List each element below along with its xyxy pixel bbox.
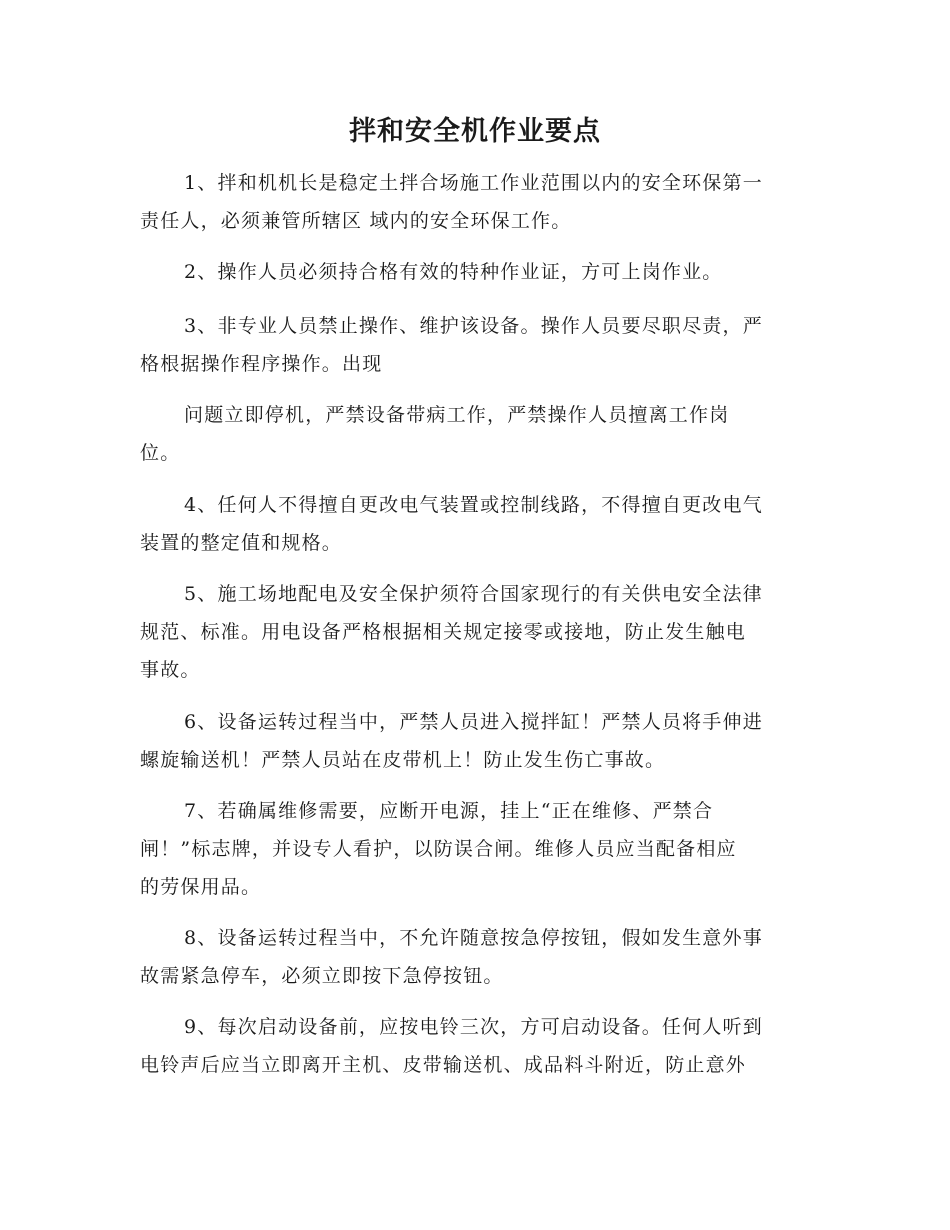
paragraph-1 xyxy=(140,164,820,240)
paragraph-2 xyxy=(140,253,820,291)
paragraph-line: 责任人，必须兼管所辖区 域内的安全环保工作。 xyxy=(140,210,572,232)
paragraph-line: 6、设备运转过程当中，严禁人员进入搅拌缸！严禁人员将手伸进 xyxy=(184,711,763,733)
paragraph-8 xyxy=(140,919,820,995)
paragraph-line: 8、设备运转过程当中，不允许随意按急停按钮，假如发生意外事 xyxy=(184,927,763,949)
paragraph-6 xyxy=(140,703,820,779)
paragraph-9 xyxy=(140,1008,820,1084)
paragraph-line: 1、拌和机机长是稳定土拌合场施工作业范围以内的安全环保第一 xyxy=(184,172,763,194)
paragraph-line: 3、非专业人员禁止操作、维护该设备。操作人员要尽职尽责，严 xyxy=(184,315,763,337)
paragraph-line: 故需紧急停车，必须立即按下急停按钮。 xyxy=(140,965,504,987)
paragraph-line: 7、若确属维修需要，应断开电源，挂上“正在维修、严禁合 xyxy=(184,800,714,822)
paragraph-line: 闸！”标志牌，并设专人看护，以防误合闸。维修人员应当配备相应 xyxy=(140,838,737,860)
paragraph-5 xyxy=(140,575,820,689)
paragraph-7 xyxy=(140,792,820,906)
paragraph-line: 的劳保用品。 xyxy=(140,876,262,898)
paragraph-line: 螺旋输送机！严禁人员站在皮带机上！防止发生伤亡事故。 xyxy=(140,749,666,771)
document-title: 拌和安全机作业要点 xyxy=(349,116,601,147)
paragraph-line: 5、施工场地配电及安全保护须符合国家现行的有关供电安全法律 xyxy=(184,583,763,605)
paragraph-3-continued xyxy=(140,396,820,472)
paragraph-line: 问题立即停机，严禁设备带病工作，严禁操作人员擅离工作岗 xyxy=(184,404,730,426)
paragraph-4 xyxy=(140,486,820,562)
paragraph-line: 规范、标准。用电设备严格根据相关规定接零或接地，防止发生触电 xyxy=(140,621,747,643)
paragraph-line: 装置的整定值和规格。 xyxy=(140,532,343,554)
paragraph-line: 事故。 xyxy=(140,659,201,681)
paragraph-line: 位。 xyxy=(140,442,181,464)
paragraph-line: 4、任何人不得擅自更改电气装置或控制线路，不得擅自更改电气 xyxy=(184,494,763,516)
paragraph-line: 格根据操作程序操作。出现 xyxy=(140,353,383,375)
paragraph-line: 电铃声后应当立即离开主机、皮带输送机、成品料斗附近，防止意外 xyxy=(140,1054,747,1076)
paragraph-line: 2、操作人员必须持合格有效的特种作业证，方可上岗作业。 xyxy=(184,261,723,283)
paragraph-3 xyxy=(140,307,820,383)
paragraph-line: 9、每次启动设备前，应按电铃三次，方可启动设备。任何人听到 xyxy=(184,1016,763,1038)
